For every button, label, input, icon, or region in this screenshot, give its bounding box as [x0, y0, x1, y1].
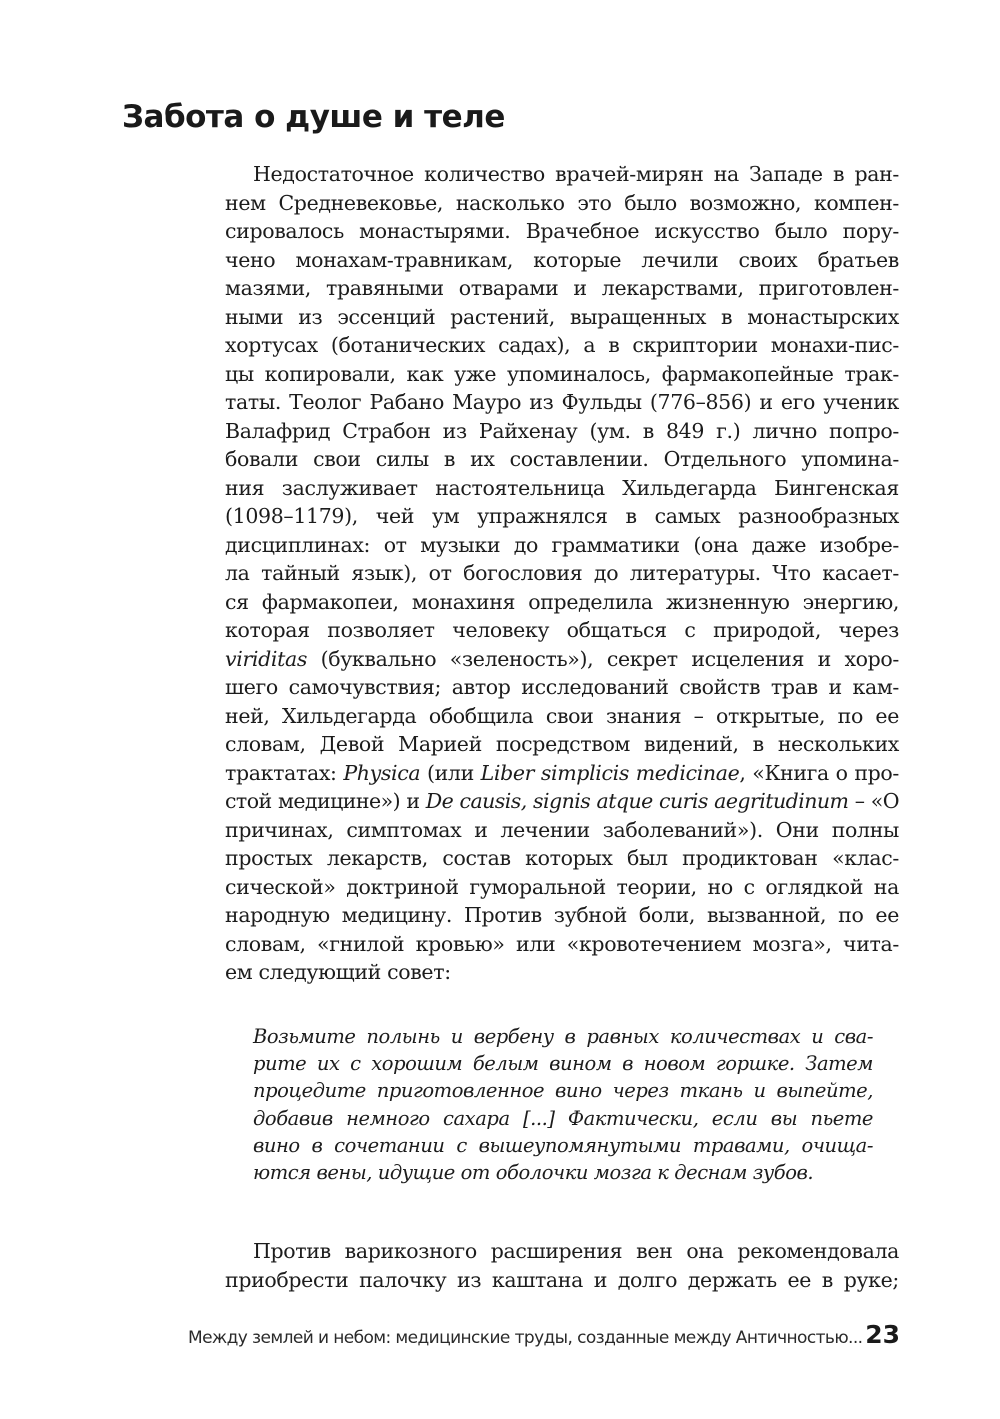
latin-term: viriditas [225, 646, 308, 671]
text-line [225, 759, 899, 788]
page-footer [188, 1320, 900, 1360]
text-line: Против варикозного расширения вен она рекомендовала [253, 1239, 899, 1263]
text-line: приобрести палочку из каштана и долго держать ее в руке; [225, 1267, 899, 1292]
text-line: ными из эссенций растений, выращенных в монастырских [225, 304, 899, 329]
page-number: 23 [865, 1320, 900, 1349]
text-line: (1098–1179), чей ум упражнялся в самых разнообразных [225, 504, 899, 528]
text-line: словам, Девой Марией посредством видений, в нескольких [225, 732, 899, 756]
text-line: таты. Теолог Рабано Мауро из Фульды (776–856) и его ученик [225, 390, 899, 414]
quote-line: рите их с хорошим белым вином в новом горшке. Затем [253, 1052, 873, 1076]
text-line: Валафрид Страбон из Райхенау (ум. в 849 г.) лично попро- [225, 418, 899, 443]
text-run: (буквально «зеленость»), секрет исцеления и хоро- [307, 646, 899, 671]
quote-line: процедите приготовленное вино через ткань и выпейте, [253, 1079, 873, 1103]
text-line: цы копировали, как уже упоминалось, фармакопейные трак- [225, 361, 899, 386]
text-line: чено монахам-травникам, которые лечили своих братьев [225, 247, 899, 272]
quote-line: добавив немного сахара [...] Фактически, если вы пьете [253, 1106, 873, 1130]
text-line: хортусах (ботанических садах), а в скриптории монахи-пис- [225, 333, 899, 357]
text-run: трактатах: [225, 760, 344, 785]
block-quote [253, 1023, 873, 1186]
text-line: бовали свои силы в их составлении. Отдельного упомина- [225, 447, 899, 471]
text-line: нем Средневековье, насколько это было возможно, компен- [225, 190, 899, 215]
book-title: Physica [343, 760, 421, 785]
text-line: словам, «гнилой кровью» или «кровотечением мозга», чита- [225, 931, 899, 956]
quote-line: ются вены, идущие от оболочки мозга к деснам зубов. [253, 1160, 814, 1184]
section-heading: Забота о душе и теле [122, 99, 505, 135]
text-line: простых лекарств, состав которых был продиктован «клас- [225, 846, 899, 870]
text-line: ния заслуживает настоятельница Хильдегарда Бингенская [225, 475, 899, 500]
text-line: шего самочувствия; автор исследований свойств трав и кам- [225, 675, 899, 699]
text-line: сической» доктриной гуморальной теории, но с оглядкой на [225, 874, 899, 899]
book-title: Liber simplicis medicinae [480, 760, 740, 785]
text-line: ся фармакопеи, монахиня определила жизненную энергию, [225, 589, 899, 614]
text-run: стой медицине») и [225, 789, 426, 813]
text-line: сировалось монастырями. Врачебное искусство было пору- [225, 219, 899, 243]
text-line: которая позволяет человеку общаться с природой, через [225, 618, 899, 642]
text-run: – «О [848, 789, 899, 813]
text-line: народную медицину. Против зубной боли, вызванной, по ее [225, 903, 899, 927]
text-line [225, 645, 899, 674]
running-head: Между землей и небом: медицинские труды, созданные между Античностью... [188, 1328, 863, 1348]
quote-line: Возьмите полынь и вербену в равных количествах и сва- [253, 1025, 873, 1048]
text-line: ней, Хильдегарда обобщила свои знания – открытые, по ее [225, 703, 899, 728]
main-paragraph [225, 160, 899, 987]
text-line: причинах, симптомах и лечении заболеваний»). Они полны [225, 817, 899, 842]
text-run: (или [420, 760, 481, 785]
second-paragraph [225, 1237, 899, 1294]
text-run: , «Книга о про- [739, 760, 899, 785]
quote-line: вино в сочетании с вышеупомянутыми травами, очища- [253, 1133, 873, 1157]
text-line [225, 787, 899, 816]
text-line: дисциплинах: от музыки до грамматики (она даже изобре- [225, 532, 899, 557]
text-line: ем следующий совет: [225, 960, 451, 984]
text-line: Недостаточное количество врачей-мирян на Западе в ран- [253, 162, 899, 186]
book-title: De causis, signis atque curis aegritudinum [425, 789, 849, 813]
text-line: мазями, травяными отварами и лекарствами, приготовлен- [225, 276, 899, 300]
text-line: ла тайный язык), от богословия до литературы. Что касает- [225, 561, 899, 585]
